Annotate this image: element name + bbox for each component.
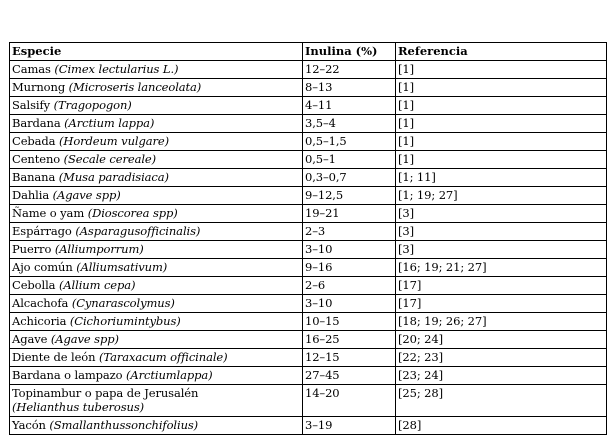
species-cell (10, 385, 303, 417)
inulina-cell: 27–45 (303, 367, 396, 385)
species-scientific-name: (Cimex lectularius L.) (54, 62, 179, 76)
species-common-name: Agave (12, 332, 51, 346)
inulina-cell: 0,3–0,7 (303, 169, 396, 187)
species-common-name: Cebada (12, 134, 59, 148)
species-common-name: Ñame o yam (12, 206, 88, 220)
species-cell (10, 205, 303, 223)
inulina-cell: 12–15 (303, 349, 396, 367)
table-row (10, 295, 607, 313)
species-scientific-name: (Musa paradisiaca) (58, 170, 169, 184)
table-row (10, 187, 607, 205)
referencia-cell: [1] (396, 61, 607, 79)
species-common-name: Centeno (12, 152, 64, 166)
species-cell (10, 61, 303, 79)
species-scientific-name: (Secale cereale) (63, 152, 157, 166)
species-scientific-name: (Agave spp) (52, 188, 121, 202)
table-row (10, 349, 607, 367)
species-scientific-name: (Asparagusofficinalis) (75, 224, 201, 238)
referencia-cell: [1] (396, 115, 607, 133)
header-especie: Especie (10, 43, 303, 61)
species-scientific-name: (Alliumporrum) (54, 242, 144, 256)
table-row (10, 205, 607, 223)
species-cell (10, 417, 303, 435)
species-cell (10, 223, 303, 241)
species-common-name: Yacón (12, 418, 50, 432)
species-cell (10, 241, 303, 259)
species-cell (10, 115, 303, 133)
table-row (10, 79, 607, 97)
referencia-cell: [20; 24] (396, 331, 607, 349)
inulina-cell: 3–19 (303, 417, 396, 435)
species-scientific-name: (Allium cepa) (58, 278, 136, 292)
species-cell (10, 313, 303, 331)
species-scientific-name: (Alliumsativum) (76, 260, 168, 274)
species-scientific-name: (Helianthus tuberosus) (12, 400, 145, 414)
species-common-name: Alcachofa (12, 296, 72, 310)
inulina-cell: 8–13 (303, 79, 396, 97)
species-scientific-name: (Cynarascolymus) (71, 296, 175, 310)
referencia-cell: [16; 19; 21; 27] (396, 259, 607, 277)
inulina-cell: 3–10 (303, 295, 396, 313)
species-scientific-name: (Smallanthussonchifolius) (49, 418, 199, 432)
table-row (10, 61, 607, 79)
species-common-name: Salsify (12, 98, 54, 112)
inulina-cell: 3,5–4 (303, 115, 396, 133)
species-cell (10, 97, 303, 115)
species-scientific-name: (Microseris lanceolata) (68, 80, 202, 94)
species-cell (10, 169, 303, 187)
referencia-cell: [17] (396, 295, 607, 313)
table-row (10, 97, 607, 115)
species-scientific-name: (Arctium lappa) (64, 116, 155, 130)
table-row (10, 115, 607, 133)
species-common-name: Dahlia (12, 188, 53, 202)
species-common-name: Espárrago (12, 224, 76, 238)
referencia-cell: [25; 28] (396, 385, 607, 417)
species-common-name: Banana (12, 170, 59, 184)
referencia-cell: [3] (396, 223, 607, 241)
inulina-cell: 9–12,5 (303, 187, 396, 205)
species-common-name: Achicoria (12, 314, 70, 328)
table-row (10, 259, 607, 277)
species-scientific-name: (Tragopogon) (53, 98, 132, 112)
referencia-cell: [1] (396, 79, 607, 97)
inulina-cell: 19–21 (303, 205, 396, 223)
inulina-cell: 2–3 (303, 223, 396, 241)
species-cell (10, 259, 303, 277)
species-common-name: Cebolla (12, 278, 59, 292)
species-scientific-name: (Agave spp) (50, 332, 119, 346)
inulina-cell: 0,5–1 (303, 151, 396, 169)
table-row (10, 417, 607, 435)
table-row (10, 223, 607, 241)
referencia-cell: [18; 19; 26; 27] (396, 313, 607, 331)
species-cell (10, 295, 303, 313)
species-common-name: Murnong (12, 80, 69, 94)
table-row (10, 241, 607, 259)
species-common-name: Bardana o lampazo (12, 368, 127, 382)
species-scientific-name: (Hordeum vulgare) (59, 134, 169, 148)
table-row (10, 169, 607, 187)
inulina-cell: 4–11 (303, 97, 396, 115)
header-row (10, 43, 607, 61)
inulin-content-table (9, 42, 607, 435)
inulina-cell: 12–22 (303, 61, 396, 79)
table-body (10, 61, 607, 435)
species-common-name: Ajo común (12, 260, 77, 274)
species-cell (10, 79, 303, 97)
species-scientific-name: (Taraxacum officinale) (99, 350, 228, 364)
referencia-cell: [23; 24] (396, 367, 607, 385)
species-common-name: Bardana (12, 116, 65, 130)
table-row (10, 367, 607, 385)
table-header (10, 43, 607, 61)
referencia-cell: [28] (396, 417, 607, 435)
referencia-cell: [1] (396, 97, 607, 115)
referencia-cell: [3] (396, 205, 607, 223)
inulina-cell: 0,5–1,5 (303, 133, 396, 151)
inulina-cell: 9–16 (303, 259, 396, 277)
table-row (10, 151, 607, 169)
table-row (10, 277, 607, 295)
species-scientific-name: (Cichoriumintybus) (69, 314, 181, 328)
table-row (10, 313, 607, 331)
inulina-cell: 14–20 (303, 385, 396, 417)
species-common-name: Puerro (12, 242, 55, 256)
inulina-cell: 16–25 (303, 331, 396, 349)
species-cell (10, 367, 303, 385)
referencia-cell: [1] (396, 151, 607, 169)
species-cell (10, 349, 303, 367)
referencia-cell: [1] (396, 133, 607, 151)
table-row (10, 133, 607, 151)
referencia-cell: [3] (396, 241, 607, 259)
species-cell (10, 151, 303, 169)
species-cell (10, 187, 303, 205)
inulina-cell: 3–10 (303, 241, 396, 259)
inulina-cell: 2–6 (303, 277, 396, 295)
species-scientific-name: (Dioscorea spp) (87, 206, 178, 220)
header-referencia: Referencia (396, 43, 607, 61)
species-cell (10, 133, 303, 151)
referencia-cell: [17] (396, 277, 607, 295)
table-row (10, 331, 607, 349)
referencia-cell: [1; 11] (396, 169, 607, 187)
referencia-cell: [1; 19; 27] (396, 187, 607, 205)
referencia-cell: [22; 23] (396, 349, 607, 367)
species-common-name: Camas (12, 62, 55, 76)
species-scientific-name: (Arctiumlappa) (126, 368, 213, 382)
table-row (10, 385, 607, 417)
species-cell (10, 331, 303, 349)
species-common-name: Topinambur o papa de Jerusalén (12, 386, 199, 400)
species-cell (10, 277, 303, 295)
header-inulina: Inulina (%) (303, 43, 396, 61)
species-common-name: Diente de león (12, 350, 99, 364)
inulina-cell: 10–15 (303, 313, 396, 331)
